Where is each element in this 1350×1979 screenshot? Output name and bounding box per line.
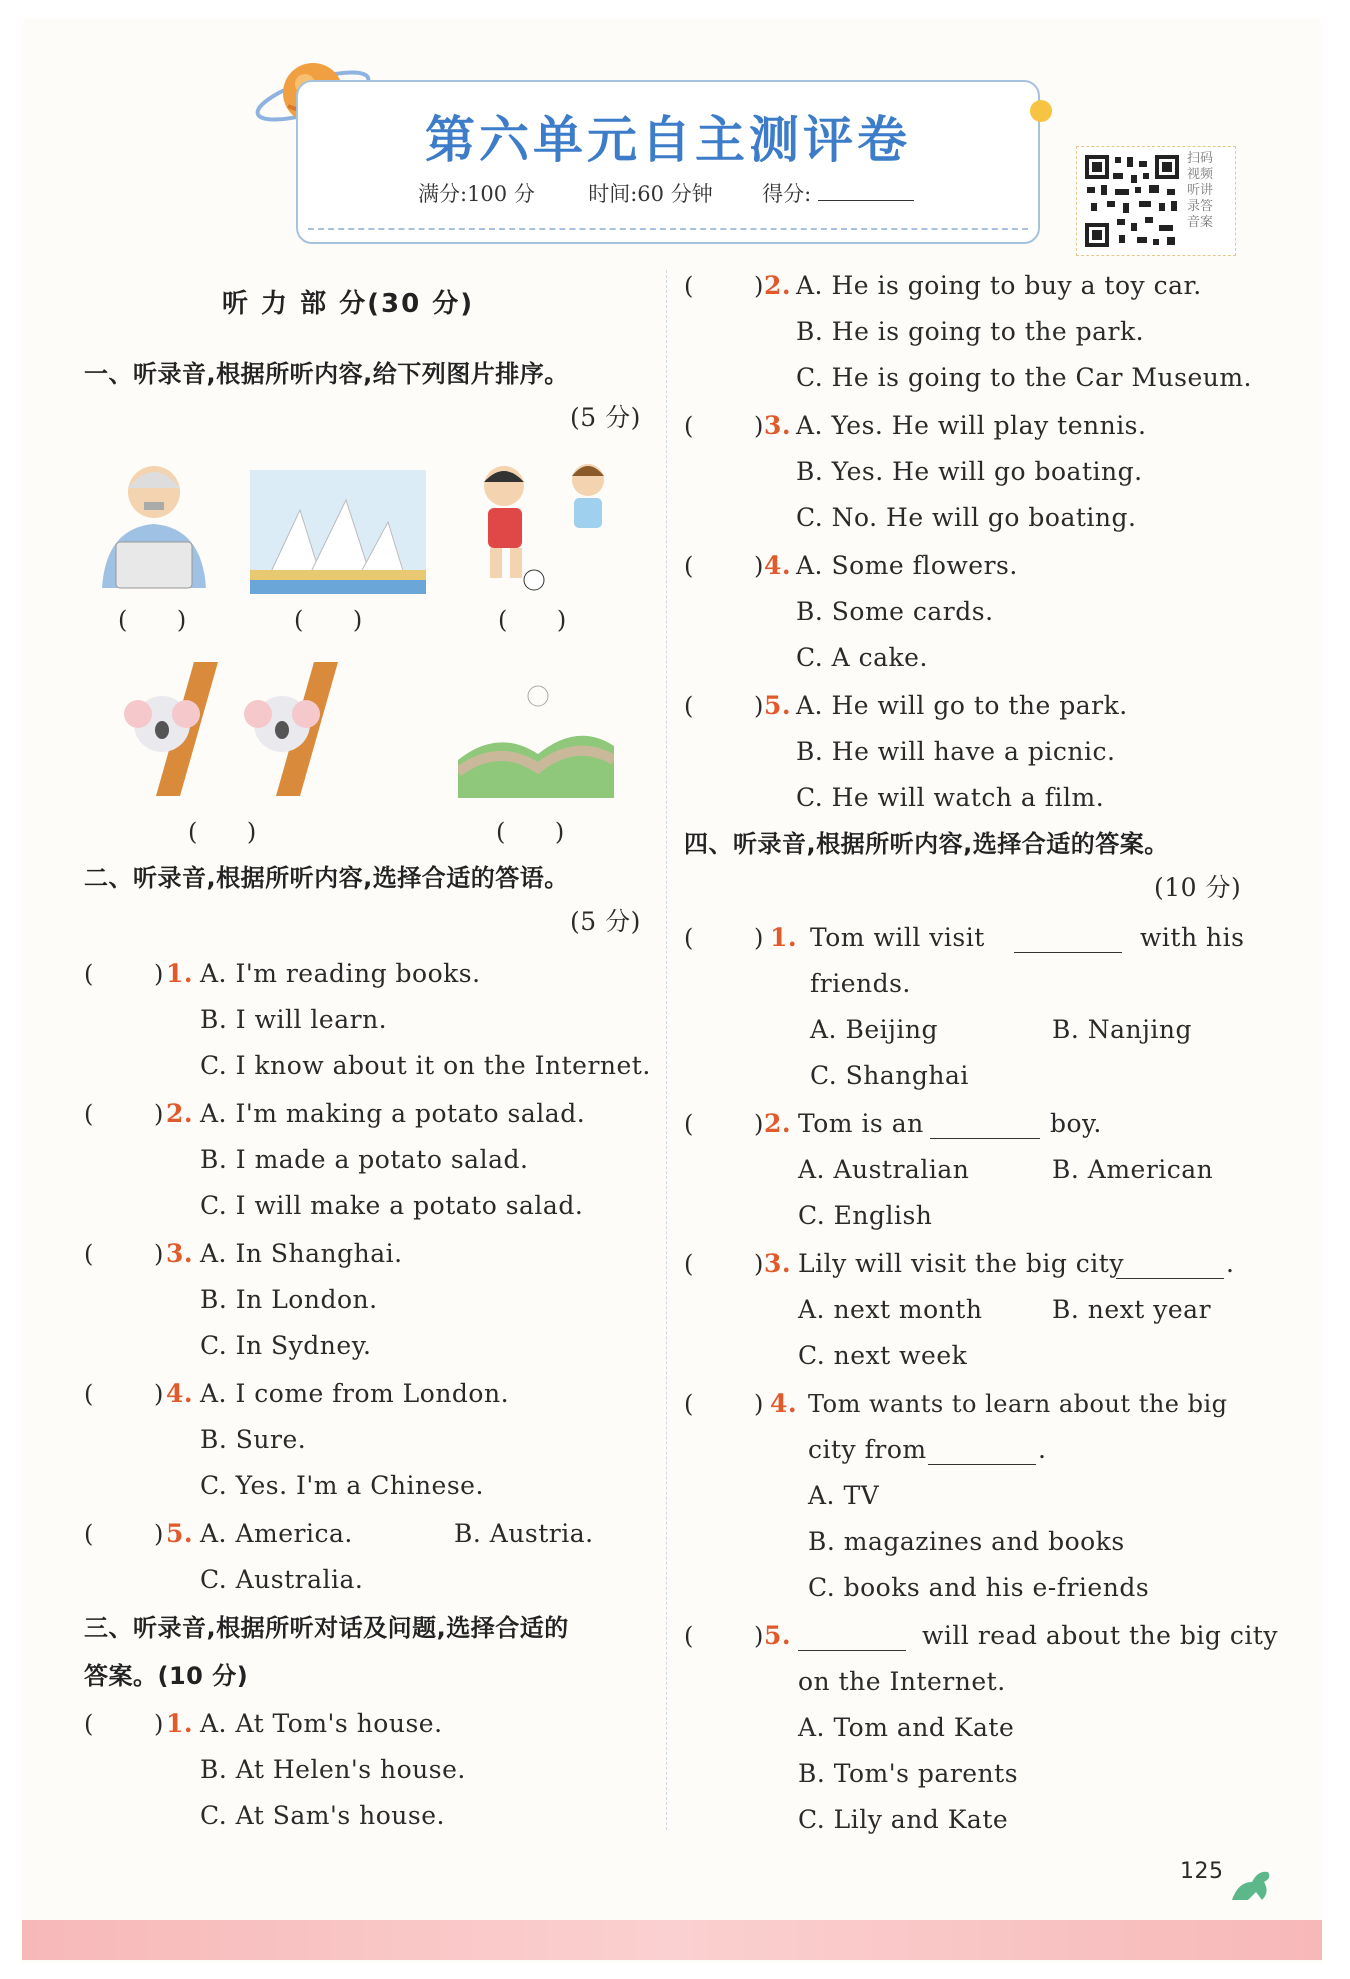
- question-number: 2.: [166, 1099, 194, 1128]
- answer-paren[interactable]: (: [684, 552, 694, 580]
- picture-koala-tree: [120, 662, 224, 796]
- answer-paren[interactable]: ): [754, 1390, 764, 1418]
- option-a: A. I'm making a potato salad.: [200, 1099, 586, 1128]
- option-a: A. America.: [200, 1519, 353, 1548]
- question-number: 4.: [770, 1389, 798, 1418]
- full-marks: 满分:100 分: [418, 182, 535, 206]
- picture-order-paren[interactable]: ( ): [294, 606, 363, 634]
- option-b: B. He will have a picnic.: [796, 737, 1116, 766]
- option-c: C. He will watch a film.: [796, 783, 1105, 812]
- option-c: C. No. He will go boating.: [796, 503, 1137, 532]
- question-stem: Lily will visit the big city: [798, 1249, 1124, 1278]
- option-a: A. Australian: [798, 1155, 970, 1184]
- answer-paren[interactable]: ): [754, 924, 764, 952]
- option-c: C. Shanghai: [810, 1061, 969, 1090]
- answer-paren[interactable]: ): [754, 692, 764, 720]
- option-b: B. next year: [1052, 1295, 1212, 1324]
- option-c: C. Yes. I'm a Chinese.: [200, 1471, 484, 1500]
- picture-sydney-opera-house: [250, 470, 426, 594]
- option-c: C. Australia.: [200, 1565, 364, 1594]
- option-c: C. In Sydney.: [200, 1331, 372, 1360]
- answer-paren[interactable]: (: [84, 1710, 94, 1738]
- page-title: 第六单元自主测评卷: [425, 111, 911, 169]
- listening-title: 听 力 部 分(30 分): [222, 289, 475, 319]
- option-b: B. Austria.: [454, 1519, 594, 1548]
- option-c: C. English: [798, 1201, 933, 1230]
- option-c: C. next week: [798, 1341, 968, 1370]
- answer-paren[interactable]: (: [684, 1110, 694, 1138]
- answer-blank[interactable]: [1014, 930, 1122, 953]
- part1-score: (5 分): [570, 403, 641, 432]
- option-a: A. Tom and Kate: [798, 1713, 1015, 1742]
- option-c: C. At Sam's house.: [200, 1801, 445, 1830]
- option-b: B. Sure.: [200, 1425, 307, 1454]
- picture-order-paren[interactable]: ( ): [496, 818, 565, 846]
- answer-paren[interactable]: (: [84, 1100, 94, 1128]
- option-b: B. magazines and books: [808, 1527, 1125, 1556]
- answer-paren[interactable]: (: [84, 1240, 94, 1268]
- option-a: A. He is going to buy a toy car.: [796, 271, 1202, 300]
- option-b: B. He is going to the park.: [796, 317, 1145, 346]
- question-stem-end: boy.: [1050, 1109, 1102, 1138]
- option-b: B. Some cards.: [796, 597, 994, 626]
- question-number: 5.: [166, 1519, 194, 1548]
- answer-paren[interactable]: (: [84, 1380, 94, 1408]
- answer-paren[interactable]: ): [754, 552, 764, 580]
- answer-paren[interactable]: ): [154, 1100, 164, 1128]
- option-b: B. At Helen's house.: [200, 1755, 466, 1784]
- question-stem-cont: friends.: [810, 969, 911, 998]
- picture-great-wall: [458, 676, 614, 798]
- option-a: A. In Shanghai.: [200, 1239, 403, 1268]
- picture-man-laptop: [92, 458, 220, 590]
- answer-paren[interactable]: (: [684, 924, 694, 952]
- answer-paren[interactable]: ): [754, 1250, 764, 1278]
- answer-paren[interactable]: ): [154, 1520, 164, 1548]
- option-b: B. In London.: [200, 1285, 378, 1314]
- answer-paren[interactable]: (: [684, 1250, 694, 1278]
- part4-score: (10 分): [1154, 873, 1242, 902]
- question-stem: Tom is an: [798, 1109, 924, 1138]
- picture-order-paren[interactable]: ( ): [188, 818, 257, 846]
- bottom-decoration-band: [22, 1920, 1322, 1960]
- option-b: B. I will learn.: [200, 1005, 388, 1034]
- exam-info: [418, 178, 914, 208]
- option-a: A. TV: [808, 1481, 880, 1510]
- question-number: 5.: [764, 1621, 792, 1650]
- option-c: C. I will make a potato salad.: [200, 1191, 584, 1220]
- option-b: B. Yes. He will go boating.: [796, 457, 1143, 486]
- answer-paren[interactable]: ): [754, 1110, 764, 1138]
- score-blank[interactable]: [818, 178, 914, 201]
- answer-paren[interactable]: (: [684, 1390, 694, 1418]
- answer-paren[interactable]: (: [684, 1622, 694, 1650]
- option-b: B. I made a potato salad.: [200, 1145, 529, 1174]
- question-stem: Tom wants to learn about the big: [808, 1390, 1228, 1418]
- picture-koala-tree: [240, 662, 344, 796]
- option-a: A. next month: [798, 1295, 983, 1324]
- question-number: 3.: [764, 411, 792, 440]
- option-c: C. I know about it on the Internet.: [200, 1051, 651, 1080]
- answer-paren[interactable]: ): [754, 412, 764, 440]
- option-a: A. I'm reading books.: [200, 959, 481, 988]
- option-c: C. A cake.: [796, 643, 928, 672]
- answer-paren[interactable]: ): [754, 272, 764, 300]
- answer-blank[interactable]: [928, 1442, 1036, 1465]
- option-a: A. Beijing: [810, 1015, 938, 1044]
- title-box: [296, 80, 1040, 244]
- page-number: 125: [1180, 1859, 1224, 1884]
- qr-code-icon[interactable]: [1083, 153, 1181, 249]
- option-a: A. At Tom's house.: [200, 1709, 443, 1738]
- option-c: C. He is going to the Car Museum.: [796, 363, 1252, 392]
- option-b: B. American: [1052, 1155, 1214, 1184]
- answer-paren[interactable]: ): [154, 1240, 164, 1268]
- answer-paren[interactable]: ): [154, 960, 164, 988]
- question-number: 2.: [764, 1109, 792, 1138]
- part1-title: 一、听录音,根据所听内容,给下列图片排序。: [84, 360, 569, 388]
- answer-blank[interactable]: [1116, 1256, 1224, 1279]
- score-label: 得分:: [762, 182, 812, 206]
- option-c: C. books and his e-friends: [808, 1573, 1150, 1602]
- option-a: A. I come from London.: [200, 1379, 510, 1408]
- question-number: 5.: [764, 691, 792, 720]
- exam-time: 时间:60 分钟: [588, 182, 713, 206]
- option-b: B. Nanjing: [1052, 1015, 1192, 1044]
- option-b: B. Tom's parents: [798, 1759, 1019, 1788]
- question-stem: Tom will visit: [810, 923, 985, 952]
- question-stem-end: .: [1226, 1249, 1235, 1278]
- question-number: 3.: [166, 1239, 194, 1268]
- qr-caption: 扫码 视频 听讲 录答 音案: [1187, 151, 1214, 230]
- part3-title: 三、听录音,根据所听对话及问题,选择合适的: [84, 1614, 569, 1642]
- answer-paren[interactable]: ): [154, 1710, 164, 1738]
- picture-order-paren[interactable]: ( ): [118, 606, 187, 634]
- answer-blank[interactable]: [798, 1628, 906, 1651]
- question-number: 3.: [764, 1249, 792, 1278]
- answer-paren[interactable]: (: [84, 1520, 94, 1548]
- question-number: 4.: [166, 1379, 194, 1408]
- picture-order-paren[interactable]: ( ): [498, 606, 567, 634]
- tag-dot-icon: [1030, 100, 1052, 122]
- question-number: 4.: [764, 551, 792, 580]
- option-a: A. Some flowers.: [796, 551, 1018, 580]
- qr-panel: [1076, 146, 1236, 256]
- question-number: 2.: [764, 271, 792, 300]
- question-stem-cont: on the Internet.: [798, 1667, 1006, 1696]
- answer-paren[interactable]: (: [84, 960, 94, 988]
- question-stem-cont: city from: [808, 1435, 927, 1464]
- option-a: A. He will go to the park.: [796, 691, 1128, 720]
- part3-title-cont: 答案。(10 分): [84, 1662, 249, 1690]
- question-stem-end: .: [1038, 1435, 1047, 1464]
- part2-title: 二、听录音,根据所听内容,选择合适的答语。: [84, 864, 569, 892]
- column-divider: [666, 270, 667, 1830]
- part2-score: (5 分): [570, 907, 641, 936]
- dinosaur-icon: [1228, 1864, 1274, 1904]
- question-stem: will read about the big city: [922, 1621, 1278, 1650]
- answer-paren[interactable]: ): [154, 1380, 164, 1408]
- part4-title: 四、听录音,根据所听内容,选择合适的答案。: [684, 830, 1169, 858]
- question-number: 1.: [166, 1709, 194, 1738]
- answer-paren[interactable]: (: [684, 412, 694, 440]
- question-stem-end: with his: [1140, 923, 1245, 952]
- option-c: C. Lily and Kate: [798, 1805, 1009, 1834]
- question-number: 1.: [770, 923, 798, 952]
- answer-blank[interactable]: [930, 1116, 1040, 1139]
- question-number: 1.: [166, 959, 194, 988]
- option-a: A. Yes. He will play tennis.: [796, 411, 1147, 440]
- answer-paren[interactable]: (: [684, 272, 694, 300]
- answer-paren[interactable]: (: [684, 692, 694, 720]
- picture-boys-football: [452, 456, 630, 592]
- answer-paren[interactable]: ): [754, 1622, 764, 1650]
